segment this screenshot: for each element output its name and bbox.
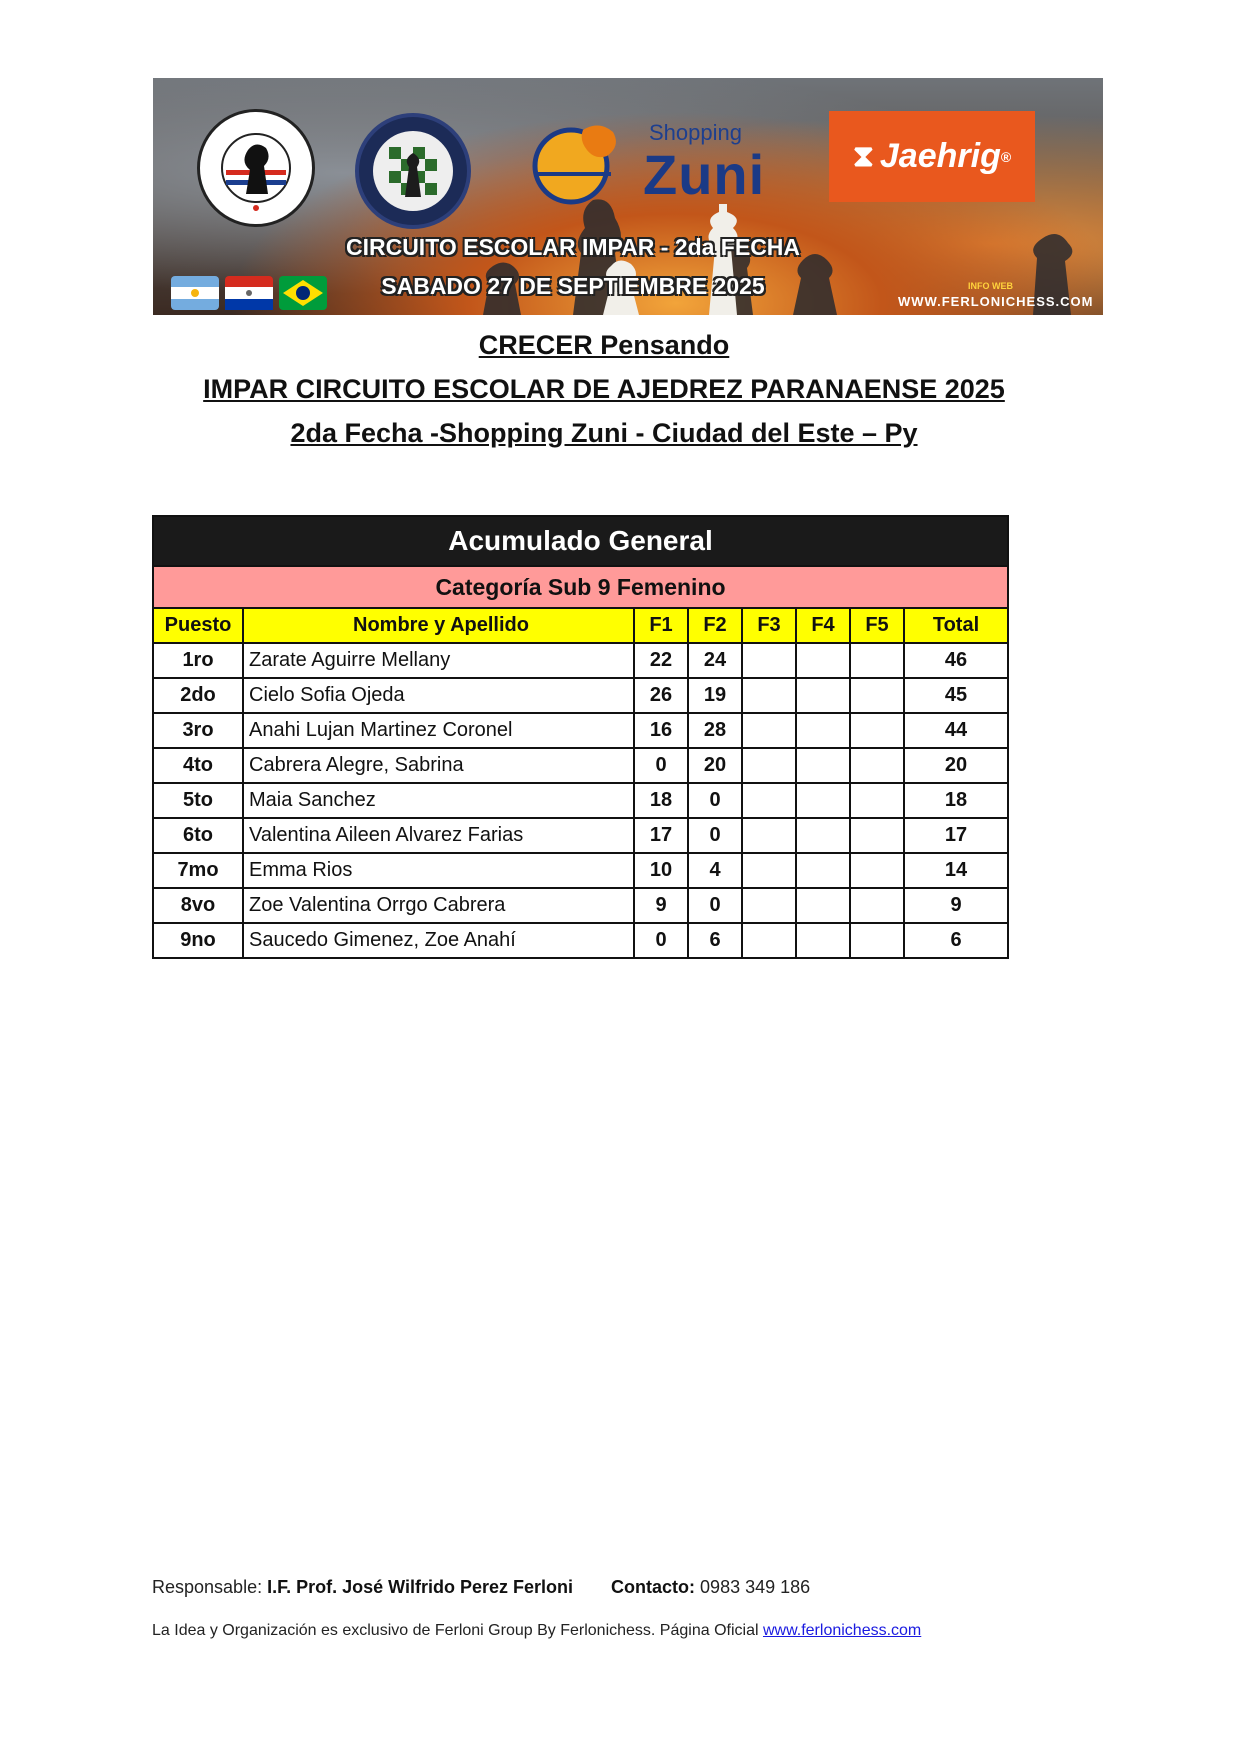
f4-cell	[796, 853, 850, 888]
name-cell: Saucedo Gimenez, Zoe Anahí	[243, 923, 634, 958]
f3-cell	[742, 923, 796, 958]
rank-cell: 7mo	[153, 853, 243, 888]
info-web-label: INFO WEB	[968, 281, 1013, 291]
f1-cell: 16	[634, 713, 688, 748]
name-cell: Zoe Valentina Orrgo Cabrera	[243, 888, 634, 923]
f4-cell	[796, 713, 850, 748]
responsible-name: I.F. Prof. José Wilfrido Perez Ferloni	[267, 1577, 573, 1597]
club-ferlonichess-logo	[355, 113, 471, 229]
total-cell: 46	[904, 643, 1008, 678]
rank-cell: 3ro	[153, 713, 243, 748]
f2-cell: 0	[688, 783, 742, 818]
rank-cell: 5to	[153, 783, 243, 818]
f1-cell: 10	[634, 853, 688, 888]
name-cell: Cielo Sofia Ojeda	[243, 678, 634, 713]
total-cell: 9	[904, 888, 1008, 923]
f3-cell	[742, 643, 796, 678]
f3-cell	[742, 713, 796, 748]
name-cell: Maia Sanchez	[243, 783, 634, 818]
contact-label: Contacto:	[611, 1577, 696, 1597]
contact-value: 0983 349 186	[700, 1577, 811, 1597]
table-category: Categoría Sub 9 Femenino	[153, 566, 1008, 608]
feparaj-logo	[197, 109, 315, 227]
f3-cell	[742, 783, 796, 818]
f4-cell	[796, 923, 850, 958]
jaehrig-logo	[829, 111, 1035, 202]
f4-cell	[796, 748, 850, 783]
name-cell: Anahi Lujan Martinez Coronel	[243, 713, 634, 748]
f4-cell	[796, 818, 850, 853]
f4-cell	[796, 678, 850, 713]
total-cell: 20	[904, 748, 1008, 783]
total-cell: 6	[904, 923, 1008, 958]
event-banner	[153, 78, 1103, 315]
rank-cell: 9no	[153, 923, 243, 958]
total-cell: 45	[904, 678, 1008, 713]
f5-cell	[850, 888, 904, 923]
column-header: Puesto	[153, 608, 243, 643]
f4-cell	[796, 888, 850, 923]
table-row	[153, 748, 1008, 783]
f2-cell: 28	[688, 713, 742, 748]
feparaj-emblem-icon	[200, 112, 312, 224]
standings-body	[153, 643, 1008, 958]
organization-note	[152, 1622, 921, 1640]
total-cell: 44	[904, 713, 1008, 748]
f5-cell	[850, 643, 904, 678]
banner-event-title: CIRCUITO ESCOLAR IMPAR - 2da FECHA	[345, 234, 801, 260]
responsible-label: Responsable:	[152, 1577, 263, 1597]
f1-cell: 0	[634, 748, 688, 783]
f2-cell: 19	[688, 678, 742, 713]
table-row	[153, 713, 1008, 748]
paraguay-flag-icon	[225, 276, 273, 310]
f3-cell	[742, 853, 796, 888]
hourglass-icon: ⧗	[852, 139, 874, 173]
table-heading: Acumulado General	[153, 516, 1008, 566]
f2-cell: 0	[688, 818, 742, 853]
column-header: F2	[688, 608, 742, 643]
table-row	[153, 643, 1008, 678]
f1-cell: 9	[634, 888, 688, 923]
rank-cell: 8vo	[153, 888, 243, 923]
f3-cell	[742, 818, 796, 853]
column-header: F3	[742, 608, 796, 643]
zuni-logo-icon	[525, 116, 625, 206]
table-row	[153, 853, 1008, 888]
column-header-row	[153, 608, 1008, 643]
banner-event-date: SABADO 27 DE SEPTIEMBRE 2025	[381, 273, 765, 299]
rank-cell: 1ro	[153, 643, 243, 678]
f5-cell	[850, 783, 904, 818]
official-site-link[interactable]: www.ferlonichess.com	[762, 1622, 922, 1639]
f5-cell	[850, 713, 904, 748]
name-cell: Valentina Aileen Alvarez Farias	[243, 818, 634, 853]
name-cell: Emma Rios	[243, 853, 634, 888]
total-cell: 18	[904, 783, 1008, 818]
f5-cell	[850, 818, 904, 853]
table-row	[153, 678, 1008, 713]
f3-cell	[742, 748, 796, 783]
f4-cell	[796, 643, 850, 678]
responsible-line	[152, 1577, 810, 1598]
f5-cell	[850, 678, 904, 713]
f2-cell: 24	[688, 643, 742, 678]
table-row	[153, 888, 1008, 923]
zuni-name-label: Zuni	[643, 143, 766, 206]
jaehrig-label: Jaehrig	[879, 137, 1001, 175]
f5-cell	[850, 853, 904, 888]
rank-cell: 4to	[153, 748, 243, 783]
banner-url: WWW.FERLONICHESS.COM	[898, 294, 1094, 309]
standings-table	[152, 515, 1009, 959]
zuni-shopping-label: Shopping	[649, 120, 742, 145]
column-header: Total	[904, 608, 1008, 643]
document-title: CRECER Pensando	[478, 330, 730, 360]
club-emblem-icon	[359, 117, 467, 225]
table-row	[153, 783, 1008, 818]
f1-cell: 0	[634, 923, 688, 958]
f3-cell	[742, 888, 796, 923]
table-row	[153, 818, 1008, 853]
argentina-flag-icon	[171, 276, 219, 310]
total-cell: 14	[904, 853, 1008, 888]
column-header: F5	[850, 608, 904, 643]
f1-cell: 17	[634, 818, 688, 853]
registered-mark: ®	[1000, 148, 1012, 165]
f5-cell	[850, 923, 904, 958]
organization-text: La Idea y Organización es exclusivo de Ferloni Group By Ferlonichess. Página Oficial	[152, 1622, 759, 1639]
name-cell: Zarate Aguirre Mellany	[243, 643, 634, 678]
rank-cell: 6to	[153, 818, 243, 853]
column-header: F1	[634, 608, 688, 643]
table-row	[153, 923, 1008, 958]
rank-cell: 2do	[153, 678, 243, 713]
document-event-info: 2da Fecha -Shopping Zuni - Ciudad del Este – Py	[290, 418, 918, 448]
f2-cell: 6	[688, 923, 742, 958]
f4-cell	[796, 783, 850, 818]
f2-cell: 4	[688, 853, 742, 888]
document-subtitle: IMPAR CIRCUITO ESCOLAR DE AJEDREZ PARANAENSE 2025	[203, 374, 1005, 404]
brazil-flag-icon	[279, 276, 327, 310]
total-cell: 17	[904, 818, 1008, 853]
f5-cell	[850, 748, 904, 783]
flags	[171, 276, 331, 312]
f2-cell: 0	[688, 888, 742, 923]
f2-cell: 20	[688, 748, 742, 783]
f3-cell	[742, 678, 796, 713]
f1-cell: 22	[634, 643, 688, 678]
name-cell: Cabrera Alegre, Sabrina	[243, 748, 634, 783]
column-header: F4	[796, 608, 850, 643]
column-header: Nombre y Apellido	[243, 608, 634, 643]
f1-cell: 18	[634, 783, 688, 818]
f1-cell: 26	[634, 678, 688, 713]
